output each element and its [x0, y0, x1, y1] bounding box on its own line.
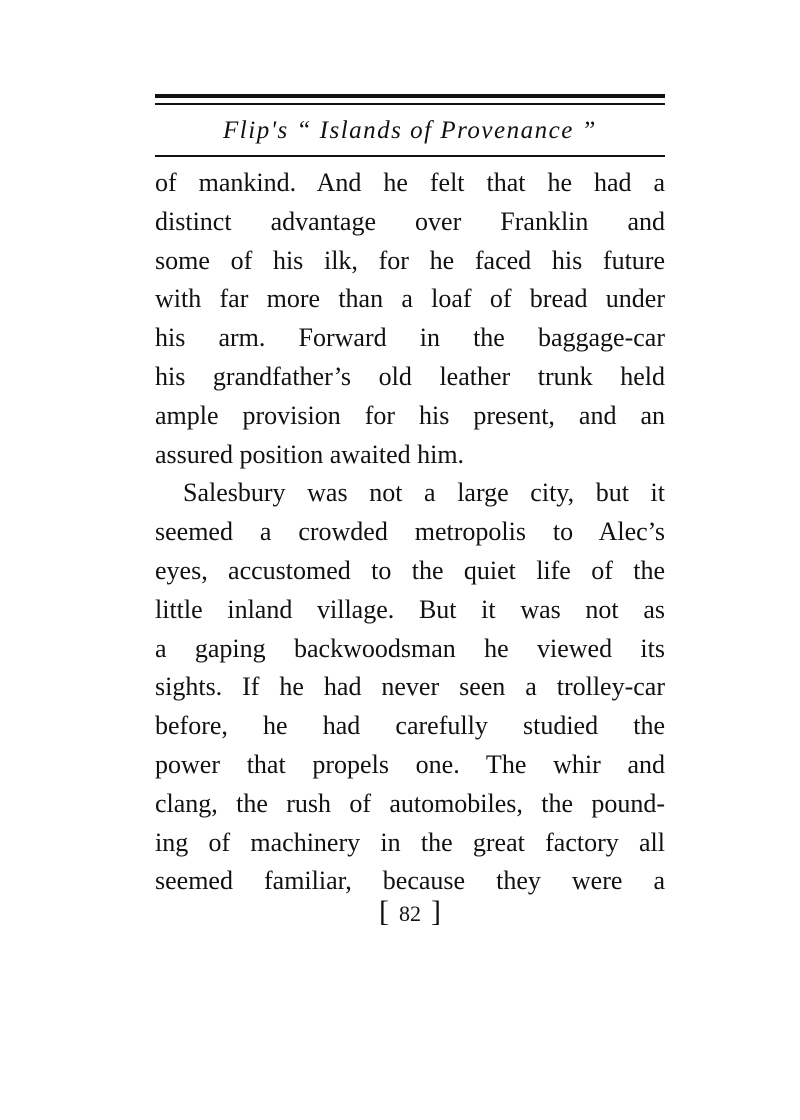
page-number-folio [155, 892, 665, 932]
header-rule-thin [155, 103, 665, 105]
text-line: distinct advantage over Franklin and [155, 206, 665, 236]
text-line: of mankind. And he felt that he had a [155, 168, 665, 197]
text-line: power that propels one. The whir and [155, 749, 665, 779]
text-line: his arm. Forward in the baggage-car [155, 323, 665, 353]
text-line: some of his ilk, for he faced his future [155, 245, 665, 275]
text-line: seemed a crowded metropolis to Alec’s [155, 517, 665, 547]
text-line: his grandfather’s old leather trunk held [155, 361, 665, 391]
text-line: clang, the rush of automobiles, the pound- [155, 788, 665, 818]
text-line: before, he had carefully studied the [155, 711, 665, 741]
paragraph-end-line: assured position awaited him. [155, 439, 465, 469]
text-line: with far more than a loaf of bread under [155, 284, 665, 314]
text-line: seemed familiar, because they were a [155, 866, 665, 896]
text-line: ample provision for his present, and an [155, 400, 665, 430]
text-line: little inland village. But it was not as [155, 594, 665, 624]
text-line: sights. If he had never seen a trolley-car [155, 672, 665, 702]
text-line: ing of machinery in the great factory all [155, 827, 665, 857]
folio-open-bracket: [ [379, 895, 389, 928]
text-line: a gaping backwoodsman he viewed its [155, 633, 665, 663]
running-title: Flip's “ Islands of Provenance ” [223, 117, 597, 144]
header-rule-thick [155, 94, 665, 98]
body-text [155, 164, 665, 901]
page-number: 82 [399, 901, 421, 926]
text-line: eyes, accustomed to the quiet life of the [155, 555, 665, 585]
folio-close-bracket: ] [431, 895, 441, 928]
paragraph-start-line: Salesbury was not a large city, but it [183, 478, 665, 508]
title-underline-rule [155, 155, 665, 157]
